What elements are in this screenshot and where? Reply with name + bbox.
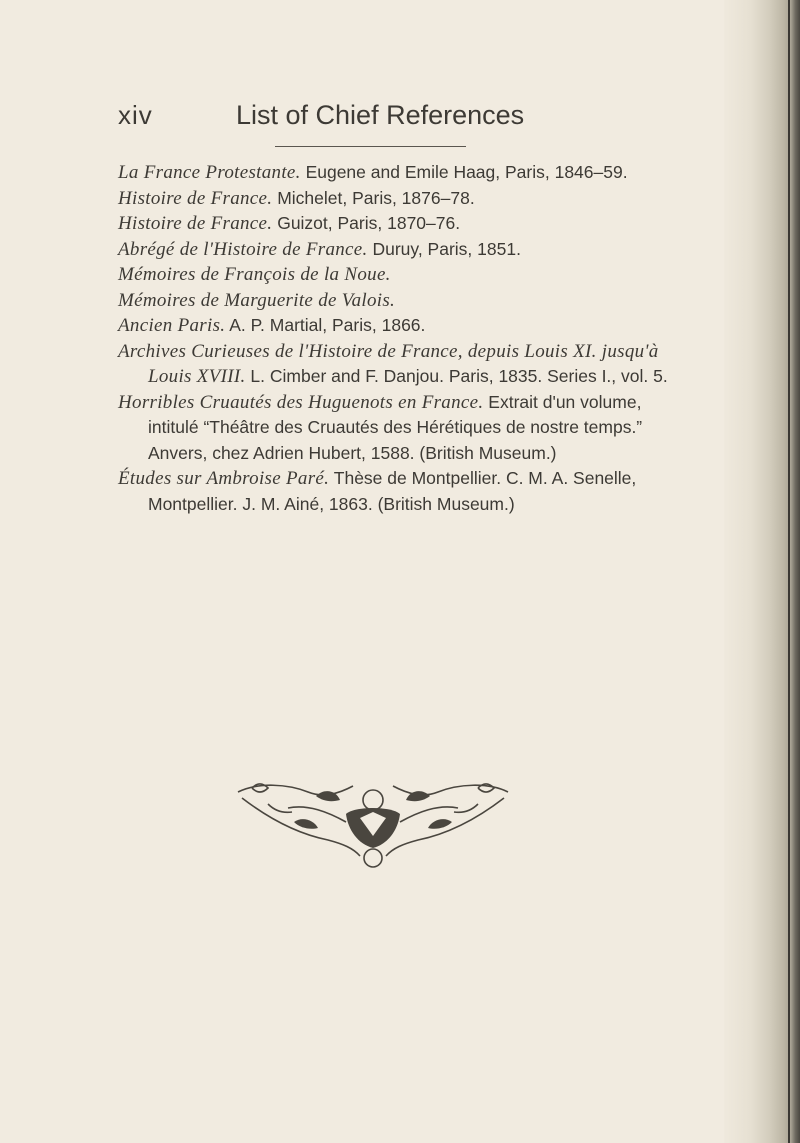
reference-title: Abrégé de l'Histoire de France.	[118, 238, 368, 260]
reference-item	[118, 466, 678, 517]
reference-item	[118, 237, 678, 263]
running-title: List of Chief References	[236, 100, 525, 130]
reference-details: L. Cimber and F. Danjou. Paris, 1835. Series I., vol. 5.	[250, 366, 668, 386]
reference-item	[118, 262, 678, 288]
reference-item	[118, 211, 678, 237]
book-spine-edge	[788, 0, 790, 1143]
reference-details: A. P. Martial, Paris, 1866.	[229, 315, 426, 335]
reference-details: Duruy, Paris, 1851.	[372, 238, 521, 259]
tailpiece-ornament-icon	[228, 778, 518, 870]
reference-details: Eugene and Emile Haag, Paris, 1846–59.	[305, 162, 628, 182]
reference-title: Ancien Paris.	[118, 315, 226, 336]
header-rule	[275, 146, 466, 147]
reference-title: Études sur Ambroise Paré.	[118, 468, 330, 489]
reference-title: Mémoires de Marguerite de Valois.	[118, 289, 396, 311]
reference-title: Archives Curieuses de l'Histoire de France, depuis Louis XI. jusqu'à Louis XVIII.	[118, 340, 659, 387]
reference-details: Extrait d'un volume, intitulé “Théâtre des Cruautés des Hérétiques de nostre temps.” Anvers, chez Adrien Hubert, 1588. (British Museum.)	[148, 391, 643, 463]
reference-title: Histoire de France.	[118, 213, 273, 234]
reference-title: La France Protestante.	[118, 162, 301, 183]
page-number: xiv	[118, 100, 153, 130]
reference-item	[118, 160, 678, 186]
reference-item	[118, 313, 678, 339]
reference-details: Michelet, Paris, 1876–78.	[277, 187, 475, 208]
reference-title: Mémoires de François de la Noue.	[118, 264, 391, 285]
reference-title: Horribles Cruautés des Huguenots en France.	[118, 391, 484, 413]
reference-item	[118, 186, 678, 212]
reference-item	[118, 339, 678, 390]
reference-item	[118, 288, 678, 314]
page-header	[118, 96, 658, 136]
reference-item	[118, 390, 678, 467]
reference-list	[118, 160, 678, 517]
reference-title: Histoire de France.	[118, 187, 273, 209]
reference-details: Thèse de Montpellier. C. M. A. Senelle, Montpellier. J. M. Ainé, 1863. (British Museum.)	[148, 468, 637, 514]
reference-details: Guizot, Paris, 1870–76.	[277, 213, 461, 233]
